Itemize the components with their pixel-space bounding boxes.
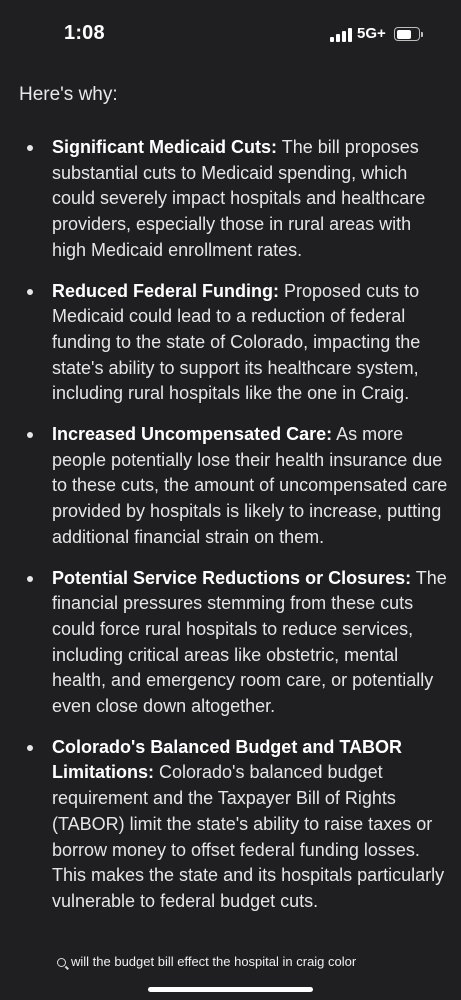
list-item <box>19 279 449 408</box>
list-item <box>19 735 449 915</box>
bullet-title: Increased Uncompensated Care: <box>52 424 333 445</box>
status-time: 1:08 <box>64 22 105 44</box>
home-indicator[interactable] <box>148 987 313 992</box>
bullet-icon <box>27 432 33 438</box>
list-item <box>19 422 449 551</box>
search-query-row[interactable] <box>57 954 356 969</box>
reasons-list <box>19 135 449 915</box>
bullet-icon <box>27 745 33 751</box>
bullet-text: The bill proposes substantial cuts to Medicaid spending, which could severely impact hospitals and healthcare providers, especially those in rural areas with high Medicaid enrollment rates. <box>52 137 426 260</box>
search-query-bar[interactable] <box>0 944 461 982</box>
list-item <box>19 135 449 264</box>
answer-content <box>19 82 449 930</box>
bullet-text: The financial pressures stemming from these cuts could force rural hospitals to reduce services, including critical areas like obstetric, mental health, and emergency room care, or potentially even close down altogether. <box>52 567 447 717</box>
bullet-text: As more people potentially lose their health insurance due to these cuts, the amount of uncompensated care provided by hospitals is likely to increase, putting additional financial strain on them. <box>52 424 448 547</box>
search-query-text[interactable]: will the budget bill effect the hospital in craig color <box>71 954 357 969</box>
bullet-icon <box>27 145 33 151</box>
status-bar <box>0 0 461 70</box>
signal-icon <box>330 28 352 42</box>
network-type: 5G+ <box>357 25 386 42</box>
bullet-title: Potential Service Reductions or Closures: <box>52 567 412 588</box>
bullet-title: Significant Medicaid Cuts: <box>52 137 278 157</box>
search-icon <box>57 958 66 967</box>
list-item <box>19 566 449 720</box>
bullet-text: Proposed cuts to Medicaid could lead to a reduction of federal funding to the state of Colorado, impacting the state's ability to support its healthcare system, including rural hospitals like the one in Craig. <box>52 280 421 404</box>
answer-intro: Here's why: <box>19 84 118 105</box>
bullet-text: Colorado's balanced budget requirement and the Taxpayer Bill of Rights (TABOR) limit the state's ability to raise taxes or borrow money to offset federal funding losses. This makes the state and its hospitals particularly vulnerable to federal budget cuts. <box>52 762 445 911</box>
battery-icon <box>394 27 420 41</box>
bullet-icon <box>27 289 33 295</box>
bullet-title: Colorado's Balanced Budget and TABOR Limitations: <box>52 736 402 783</box>
bullet-title: Reduced Federal Funding: <box>52 280 280 301</box>
bullet-icon <box>27 576 33 582</box>
